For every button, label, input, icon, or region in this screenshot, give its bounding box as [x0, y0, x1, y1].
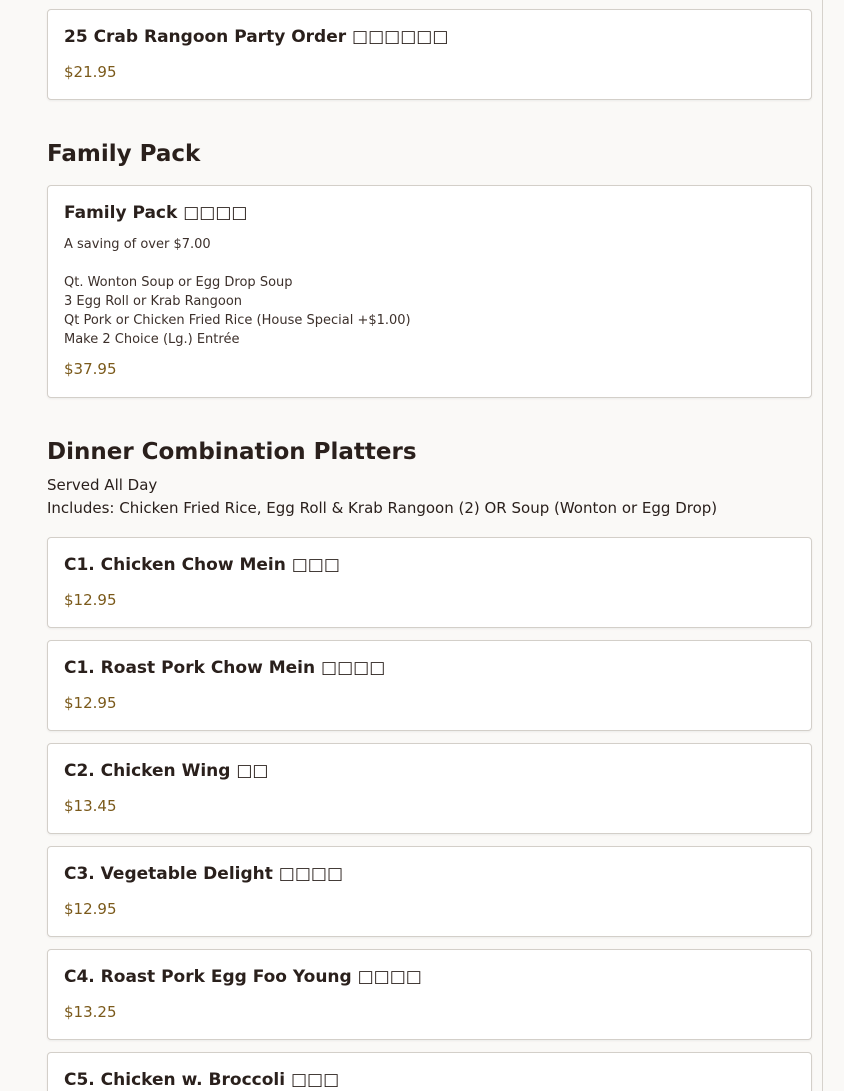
menu-item-price: $12.95	[64, 900, 117, 918]
menu-item-price: $21.95	[64, 63, 117, 81]
section-title-dinner-combination: Dinner Combination Platters	[47, 439, 417, 465]
menu-item-subtitle: A saving of over $7.00	[64, 237, 211, 252]
menu-item-price: $13.25	[64, 1003, 117, 1021]
menu-item-name: C2. Chicken Wing □□	[64, 761, 269, 781]
menu-item-name: Family Pack □□□□	[64, 203, 248, 223]
menu-item-card[interactable]	[47, 185, 812, 398]
menu-item-card[interactable]	[47, 949, 812, 1040]
menu-item-description-line: Qt. Wonton Soup or Egg Drop Soup	[64, 275, 293, 290]
section-includes-note: Includes: Chicken Fried Rice, Egg Roll & Krab Rangoon (2) OR Soup (Wonton or Egg Drop)	[47, 499, 718, 517]
menu-item-price: $13.45	[64, 797, 117, 815]
menu-item-name: C4. Roast Pork Egg Foo Young □□□□	[64, 967, 422, 987]
section-served-note: Served All Day	[47, 476, 158, 494]
menu-item-name: C1. Chicken Chow Mein □□□	[64, 555, 340, 575]
section-title-family-pack: Family Pack	[47, 141, 201, 167]
menu-item-price: $12.95	[64, 591, 117, 609]
menu-item-name: C3. Vegetable Delight □□□□	[64, 864, 344, 884]
menu-item-name: 25 Crab Rangoon Party Order □□□□□□	[64, 27, 449, 47]
menu-item-price: $12.95	[64, 694, 117, 712]
menu-item-card[interactable]	[47, 743, 812, 834]
menu-item-card[interactable]	[47, 537, 812, 628]
page-right-divider	[822, 0, 823, 1091]
menu-item-card[interactable]	[47, 846, 812, 937]
menu-item-description-line: Make 2 Choice (Lg.) Entrée	[64, 332, 240, 347]
menu-item-description-line: Qt Pork or Chicken Fried Rice (House Special +$1.00)	[64, 313, 411, 328]
menu-item-card[interactable]	[47, 640, 812, 731]
menu-item-description-line: 3 Egg Roll or Krab Rangoon	[64, 294, 243, 309]
menu-item-card[interactable]	[47, 9, 812, 100]
menu-item-card[interactable]	[47, 1052, 812, 1091]
menu-item-price: $37.95	[64, 360, 117, 378]
menu-item-name: C5. Chicken w. Broccoli □□□	[64, 1070, 340, 1090]
menu-item-name: C1. Roast Pork Chow Mein □□□□	[64, 658, 386, 678]
